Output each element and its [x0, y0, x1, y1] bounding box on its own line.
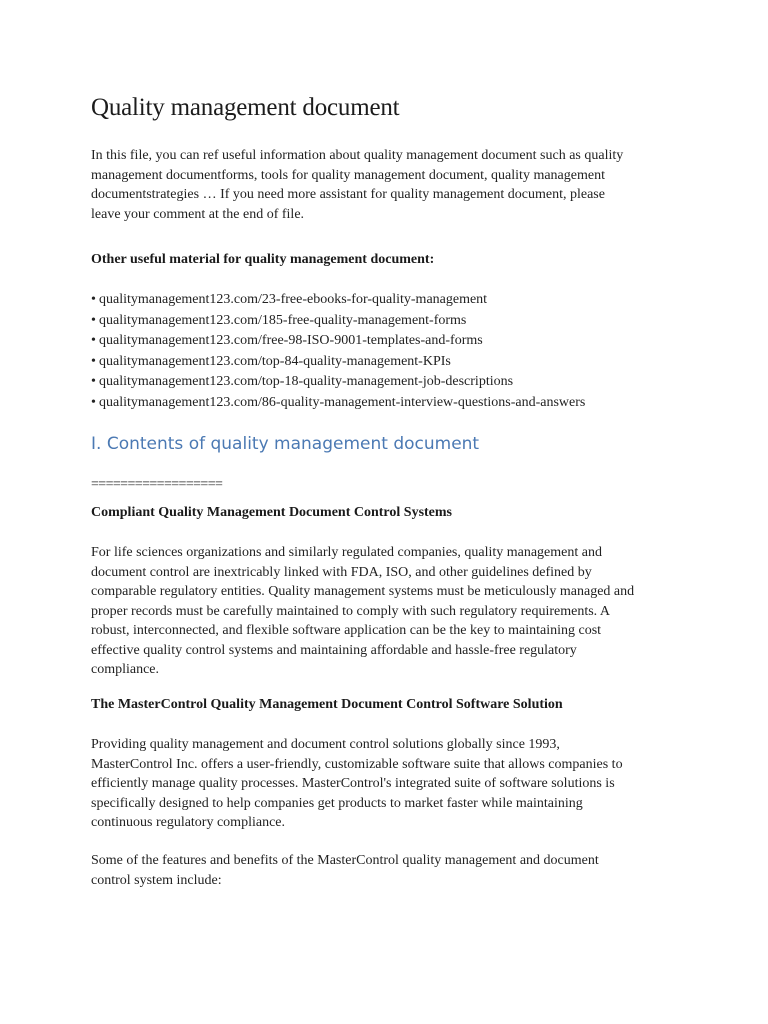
paragraph-control-systems — [91, 543, 634, 680]
paragraph-line: proper records must be carefully maintained to comply with such regulatory requirements. A — [91, 603, 611, 619]
paragraph-line: comparable regulatory entities. Quality management systems must be meticulously managed and — [91, 584, 635, 599]
other-material-heading: Other useful material for quality management document: — [91, 252, 435, 267]
list-item: • qualitymanagement123.com/top-18-quality-management-job-descriptions — [91, 372, 585, 393]
intro-line: documentstrategies … If you need more assistant for quality management document, please — [91, 187, 605, 202]
intro-line: management documentforms, tools for quality management document, quality management — [91, 167, 605, 183]
paragraph-line: efficiently manage quality processes. MasterControl's integrated suite of software solutions is — [91, 776, 615, 791]
paragraph-line: document control are inextricably linked with FDA, ISO, and other guidelines defined by — [91, 564, 592, 580]
intro-line: leave your comment at the end of file. — [91, 206, 305, 222]
paragraph-line: compliance. — [91, 662, 160, 677]
section-heading: I. Contents of quality management document — [91, 434, 480, 454]
paragraph-software-solution — [91, 735, 623, 833]
intro-line: In this file, you can ref useful information about quality management document such as quality — [91, 148, 624, 163]
list-item: • qualitymanagement123.com/185-free-quality-management-forms — [91, 311, 585, 332]
paragraph-line: Some of the features and benefits of the MasterControl quality management and document — [91, 853, 599, 868]
intro-paragraph — [91, 146, 623, 224]
subheading-software-solution: The MasterControl Quality Management Document Control Software Solution — [91, 697, 563, 712]
list-item: • qualitymanagement123.com/23-free-ebooks-for-quality-management — [91, 290, 585, 311]
useful-links-list — [91, 290, 585, 413]
paragraph-line: specifically designed to help companies get products to market faster while maintaining — [91, 795, 583, 811]
list-item: • qualitymanagement123.com/free-98-ISO-9001-templates-and-forms — [91, 331, 585, 352]
paragraph-line: continuous regulatory compliance. — [91, 815, 285, 830]
paragraph-line: effective quality control systems and maintaining affordable and hassle-free regulatory — [91, 642, 577, 658]
paragraph-line: robust, interconnected, and flexible software application can be the key to maintaining cost — [91, 623, 602, 638]
divider-text: ================== — [91, 477, 223, 492]
paragraph-line: control system include: — [91, 872, 222, 888]
document-title: Quality management document — [91, 94, 400, 121]
subheading-control-systems: Compliant Quality Management Document Control Systems — [91, 505, 453, 520]
list-item: • qualitymanagement123.com/86-quality-management-interview-questions-and-answers — [91, 393, 585, 414]
paragraph-line: MasterControl Inc. offers a user-friendly, customizable software suite that allows companies to — [91, 756, 623, 772]
paragraph-line: For life sciences organizations and similarly regulated companies, quality management and — [91, 545, 602, 560]
paragraph-line: Providing quality management and document control solutions globally since 1993, — [91, 737, 560, 752]
paragraph-features — [91, 851, 599, 890]
list-item: • qualitymanagement123.com/top-84-quality-management-KPIs — [91, 352, 585, 373]
